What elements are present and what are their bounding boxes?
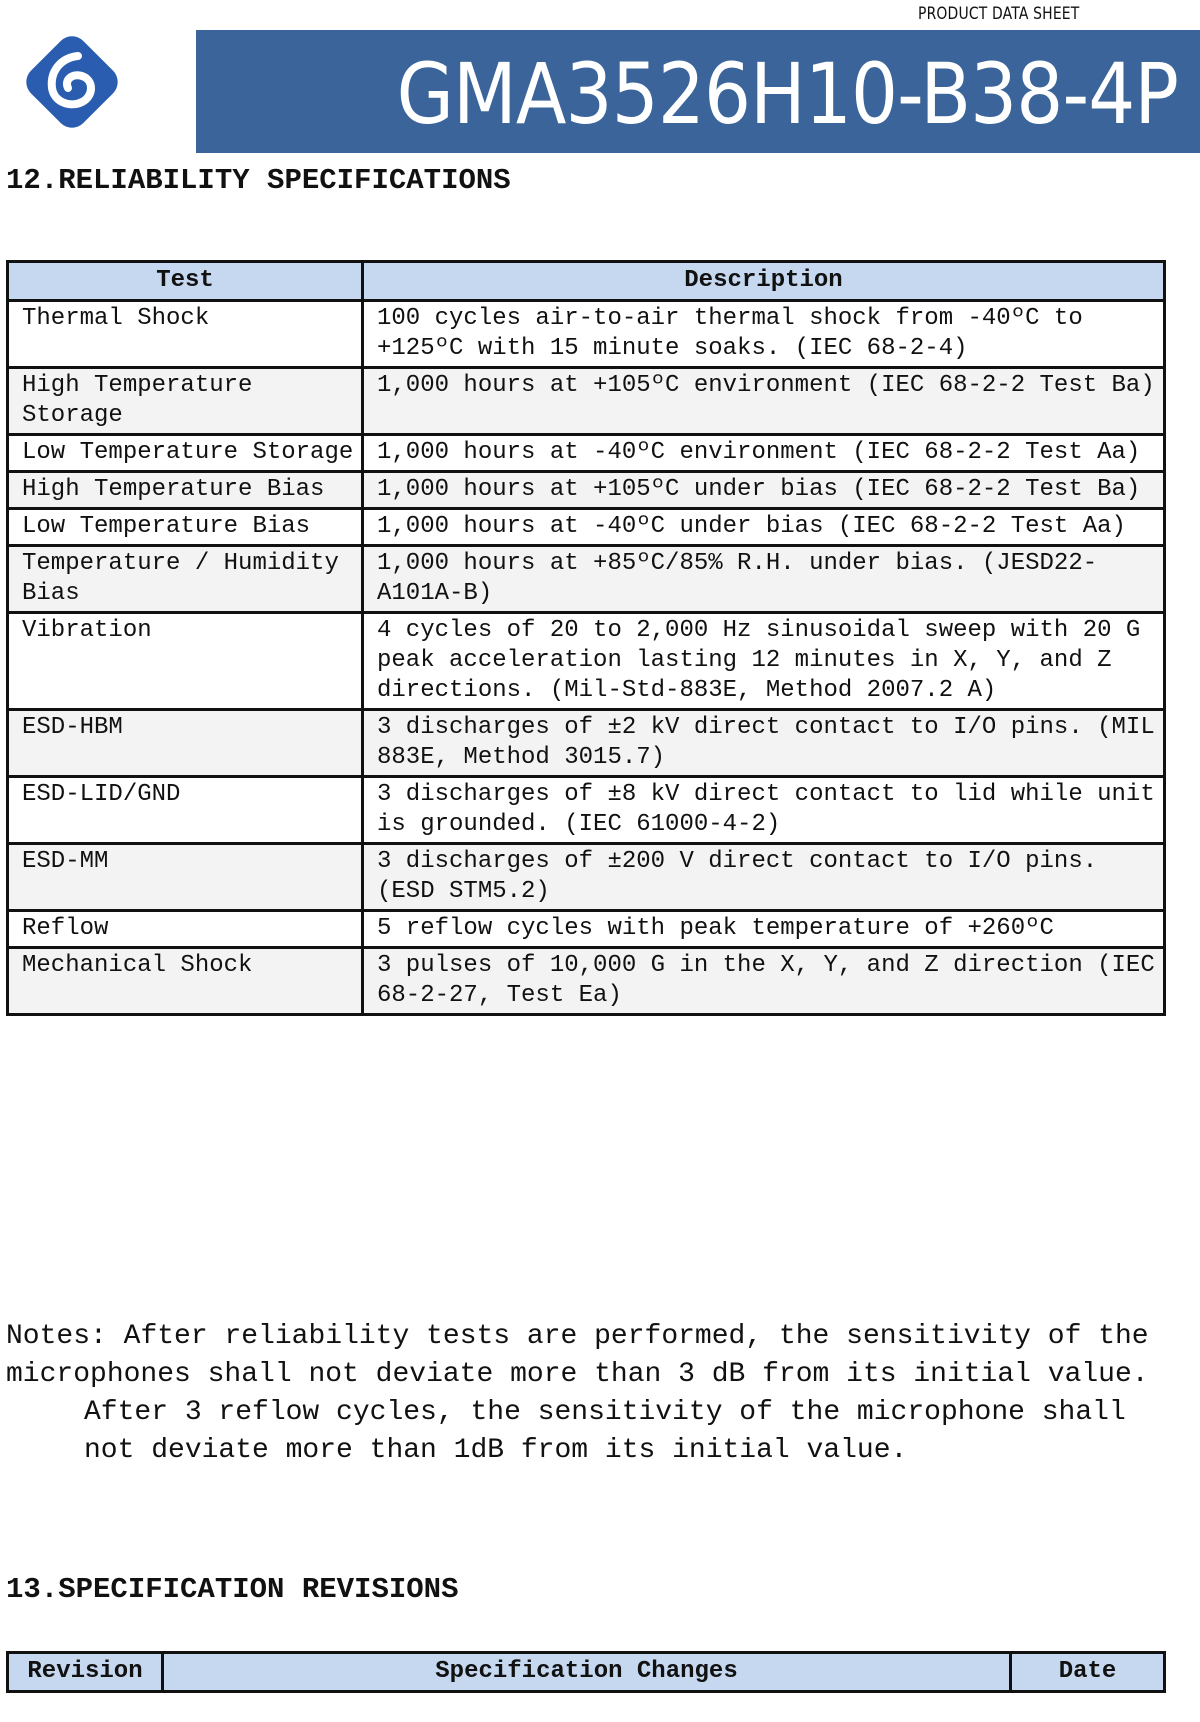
note-sensitivity-after-reflow: After 3 reflow cycles, the sensitivity of the microphone shall not deviate more than 1dB from its initial value. — [84, 1397, 1126, 1466]
test-name-cell: Thermal Shock — [8, 301, 363, 368]
table-row — [8, 472, 1165, 509]
title-banner — [196, 30, 1200, 153]
column-header-description: Description — [363, 262, 1165, 301]
test-name-cell: ESD-LID/GND — [8, 777, 363, 844]
column-header-revision: Revision — [8, 1653, 163, 1692]
product-title: GMA3526H10-B38-4P — [396, 45, 1178, 143]
column-header-specification-changes: Specification Changes — [163, 1653, 1011, 1692]
test-description-cell: 4 cycles of 20 to 2,000 Hz sinusoidal sweep with 20 G peak acceleration lasting 12 minutes in X, Y, and Z directions. (Mil-Std-883E, Method 2007.2 A) — [363, 613, 1165, 710]
revisions-section-heading: 13.SPECIFICATION REVISIONS — [6, 1573, 459, 1606]
table-row — [8, 368, 1165, 435]
table-row — [8, 613, 1165, 710]
test-name-cell: Low Temperature Bias — [8, 509, 363, 546]
test-description-cell: 3 discharges of ±8 kV direct contact to lid while unit is grounded. (IEC 61000-4-2) — [363, 777, 1165, 844]
test-name-cell: High Temperature Storage — [8, 368, 363, 435]
test-name-cell: Mechanical Shock — [8, 948, 363, 1015]
notes-block — [6, 1318, 1156, 1470]
table-row — [8, 844, 1165, 911]
table-row — [8, 509, 1165, 546]
note-sensitivity-after-tests: After reliability tests are performed, the sensitivity of the microphones shall not deviate more than 3 dB from its initial value. — [6, 1321, 1149, 1390]
test-name-cell: Reflow — [8, 911, 363, 948]
test-description-cell: 100 cycles air-to-air thermal shock from -40ºC to +125ºC with 15 minute soaks. (IEC 68-2-4) — [363, 301, 1165, 368]
reliability-table — [6, 260, 1166, 1016]
table-row — [8, 435, 1165, 472]
reliability-section-heading: 12.RELIABILITY SPECIFICATIONS — [6, 164, 511, 197]
test-description-cell: 1,000 hours at +105ºC under bias (IEC 68-2-2 Test Ba) — [363, 472, 1165, 509]
table-row — [8, 911, 1165, 948]
column-header-test: Test — [8, 262, 363, 301]
test-description-cell: 1,000 hours at +85ºC/85% R.H. under bias. (JESD22-A101A-B) — [363, 546, 1165, 613]
notes-label: Notes: — [6, 1321, 107, 1352]
table-row — [8, 301, 1165, 368]
test-name-cell: Vibration — [8, 613, 363, 710]
revisions-table — [6, 1651, 1166, 1693]
test-description-cell: 5 reflow cycles with peak temperature of +260ºC — [363, 911, 1165, 948]
test-description-cell: 1,000 hours at +105ºC environment (IEC 68-2-2 Test Ba) — [363, 368, 1165, 435]
table-row — [8, 710, 1165, 777]
test-name-cell: Low Temperature Storage — [8, 435, 363, 472]
test-description-cell: 1,000 hours at -40ºC under bias (IEC 68-2-2 Test Aa) — [363, 509, 1165, 546]
table-row — [8, 546, 1165, 613]
company-logo-icon — [20, 30, 124, 134]
test-description-cell: 1,000 hours at -40ºC environment (IEC 68-2-2 Test Aa) — [363, 435, 1165, 472]
test-name-cell: Temperature / Humidity Bias — [8, 546, 363, 613]
column-header-date: Date — [1011, 1653, 1165, 1692]
test-name-cell: ESD-MM — [8, 844, 363, 911]
test-name-cell: High Temperature Bias — [8, 472, 363, 509]
test-description-cell: 3 pulses of 10,000 G in the X, Y, and Z direction (IEC 68-2-27, Test Ea) — [363, 948, 1165, 1015]
document-type-label: PRODUCT DATA SHEET — [918, 4, 1080, 24]
table-row — [8, 948, 1165, 1015]
test-description-cell: 3 discharges of ±2 kV direct contact to I/O pins. (MIL 883E, Method 3015.7) — [363, 710, 1165, 777]
test-description-cell: 3 discharges of ±200 V direct contact to I/O pins. (ESD STM5.2) — [363, 844, 1165, 911]
table-row — [8, 777, 1165, 844]
test-name-cell: ESD-HBM — [8, 710, 363, 777]
